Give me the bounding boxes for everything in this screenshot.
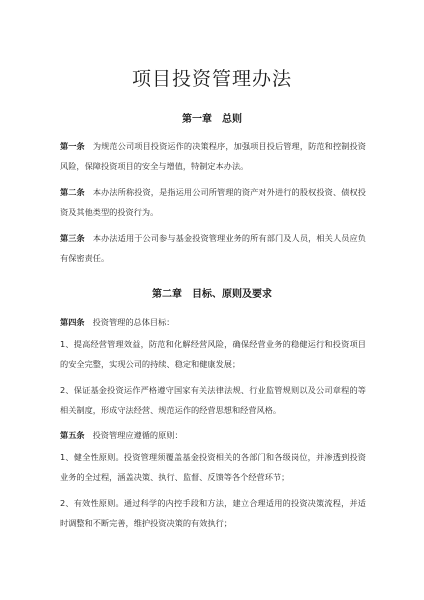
article-4 [60, 312, 366, 332]
article-label: 第二条 [60, 187, 85, 197]
article-text: 投资管理的总体目标： [92, 317, 175, 327]
article-5 [60, 425, 366, 445]
list-item-text: 1、提高经营管理效益，防范和化解经营风险，确保经营业务的稳健运行和投资项目的安全完整，实现公司的持续、稳定和健康发展； [60, 339, 366, 369]
article-2 [60, 182, 366, 222]
chapter-heading-1: 第一章 总则 [182, 114, 242, 125]
article-label: 第一条 [60, 141, 85, 151]
list-item-text: 2、保证基金投资运作严格遵守国家有关法律法规、行业监管规则以及公司章程的等相关制度，形成守法经营、规范运作的经营思想和经营风格。 [60, 385, 366, 415]
article-text: 投资管理应遵循的原则： [92, 430, 183, 440]
article-label: 第三条 [60, 233, 85, 243]
list-item [60, 380, 366, 420]
article-text: 为规范公司项目投资运作的决策程序，加强项目投后管理，防范和控制投资风险，保障投资项目的安全与增值，特制定本办法。 [60, 141, 366, 171]
article-label: 第四条 [60, 317, 85, 327]
list-item-text: 1、健全性原则。投资管理须覆盖基金投资相关的各部门和各级岗位，并渗透到投资业务的全过程，涵盖决策、执行、监督、反馈等各个经营环节； [60, 452, 366, 482]
list-item [60, 447, 366, 487]
chapter-heading-2: 第二章 目标、原则及要求 [152, 289, 272, 300]
document-title: 项目投资管理办法 [131, 68, 292, 90]
list-item [60, 334, 366, 374]
article-text: 本办法适用于公司参与基金投资管理业务的所有部门及人员，相关人员应负有保密责任。 [60, 233, 366, 263]
article-1 [60, 136, 366, 176]
article-3 [60, 228, 366, 268]
list-item-text: 2、有效性原则。通过科学的内控手段和方法，建立合理适用的投资决策流程，并适时调整和不断完善，维护投资决策的有效执行； [60, 498, 366, 528]
article-text: 本办法所称投资，是指运用公司所管理的资产对外进行的股权投资、债权投资及其他类型的投资行为。 [60, 187, 366, 217]
article-label: 第五条 [60, 430, 85, 440]
list-item [60, 493, 366, 533]
